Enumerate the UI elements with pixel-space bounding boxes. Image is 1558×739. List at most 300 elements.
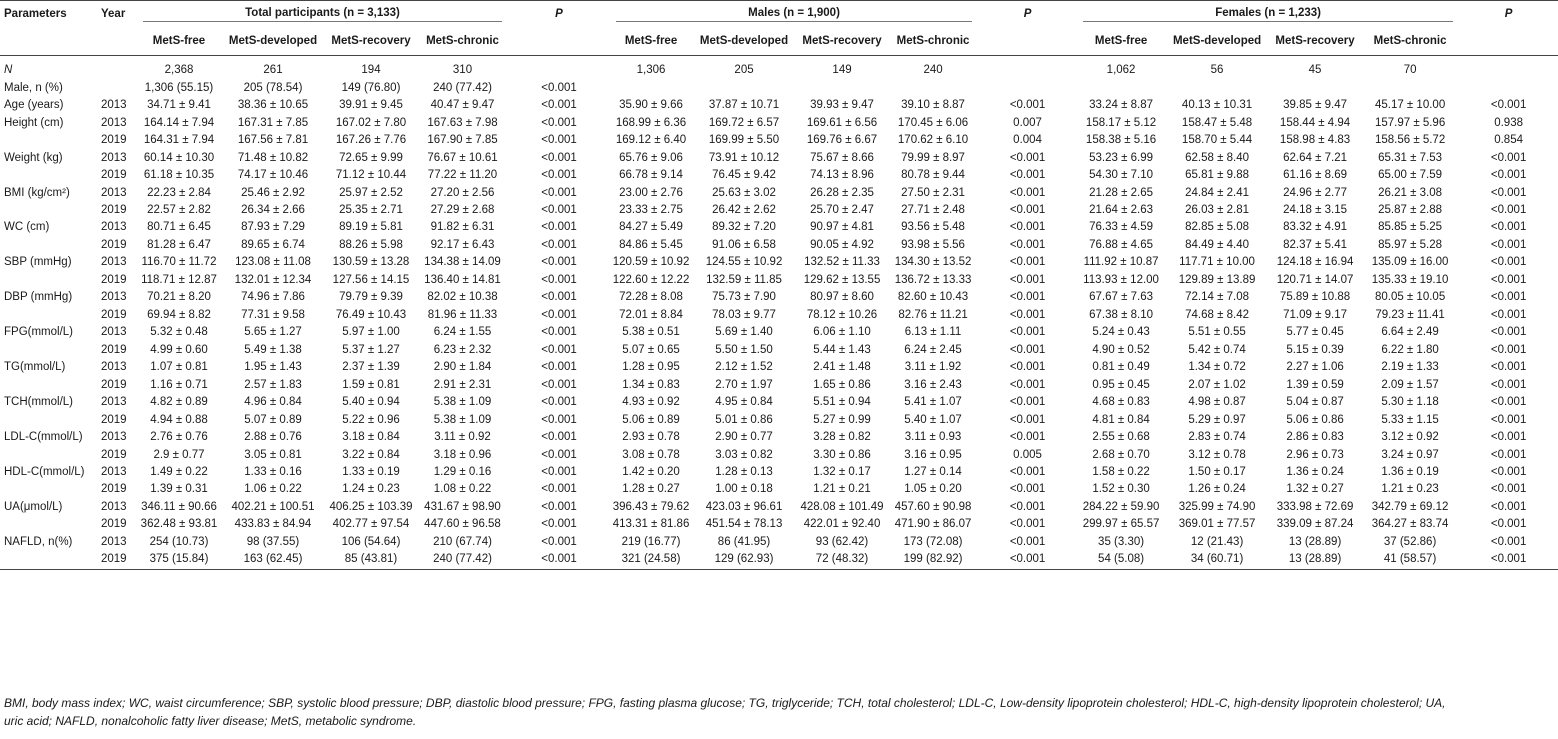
value-cell: 130.59 ± 13.28: [332, 256, 410, 269]
table-row: [0, 202, 1558, 219]
value-cell: 72.14 ± 7.08: [1185, 291, 1249, 304]
value-cell: 1.95 ± 1.43: [244, 361, 302, 374]
table-row: [0, 446, 1558, 463]
value-cell: 134.38 ± 14.09: [424, 256, 501, 269]
year-cell: 2019: [101, 378, 127, 391]
value-cell: 433.83 ± 84.94: [234, 518, 312, 531]
value-cell: 321 (24.58): [610, 551, 692, 569]
value-cell: 54.30 ± 7.10: [1089, 169, 1153, 182]
value-cell: [1361, 79, 1459, 96]
value-cell: 158.38 ± 5.16: [1085, 134, 1157, 147]
p-value-cell: <0.001: [1490, 273, 1527, 286]
value-cell: 74.13 ± 8.96: [810, 169, 874, 182]
value-cell: 91.82 ± 6.31: [430, 221, 495, 234]
value-cell: 149: [832, 64, 852, 77]
value-cell: 56: [1210, 64, 1224, 77]
value-cell: 167.63 ± 7.98: [427, 116, 498, 129]
p-header-males: P: [1023, 7, 1032, 20]
value-cell: 5.50 ± 1.50: [715, 343, 773, 356]
value-cell: 2.37 ± 1.39: [342, 361, 400, 374]
subgroup-header: MetS-developed: [228, 34, 318, 47]
value-cell: 2.93 ± 0.78: [622, 431, 680, 444]
value-cell: 254 (10.73): [149, 535, 209, 548]
value-cell: 428.08 ± 101.49: [800, 500, 884, 513]
param-cell: [0, 272, 97, 289]
param-cell: TCH(mmol/L): [4, 396, 73, 409]
param-cell: DBP (mmHg): [4, 291, 73, 304]
p-value-cell: <0.001: [1490, 361, 1527, 374]
value-cell: 75.73 ± 7.90: [712, 291, 776, 304]
p-value-cell: <0.001: [541, 203, 577, 216]
value-cell: 5.42 ± 0.74: [1188, 343, 1246, 356]
p-value-cell: <0.001: [541, 518, 577, 531]
value-cell: 1.29 ± 0.16: [433, 466, 492, 479]
p-value-cell: <0.001: [1490, 221, 1527, 234]
value-cell: 71.48 ± 10.82: [237, 151, 309, 164]
value-cell: 4.82 ± 0.89: [150, 396, 208, 409]
p-header-total: P: [555, 7, 563, 20]
value-cell: 67.38 ± 8.10: [1089, 308, 1153, 321]
p-value-cell: <0.001: [1009, 518, 1046, 531]
param-cell: [0, 376, 97, 393]
value-cell: 6.22 ± 1.80: [1381, 343, 1439, 356]
value-cell: 80.97 ± 8.60: [810, 291, 874, 304]
value-cell: 169.76 ± 6.67: [806, 134, 878, 147]
p-value-cell: <0.001: [1009, 378, 1046, 391]
value-cell: 77.31 ± 9.58: [241, 308, 305, 321]
value-cell: 25.70 ± 2.47: [810, 203, 874, 216]
table-body: [0, 56, 1558, 570]
value-cell: 136.40 ± 14.81: [424, 273, 501, 286]
value-cell: 80.05 ± 10.05: [1374, 291, 1446, 304]
p-value-cell: [508, 56, 610, 80]
value-cell: 1,306 (55.15): [144, 81, 214, 94]
value-cell: 1.32 ± 0.17: [813, 466, 871, 479]
param-cell: [0, 132, 97, 149]
value-cell: 3.08 ± 0.78: [622, 448, 680, 461]
value-cell: 2.68 ± 0.70: [1092, 448, 1150, 461]
value-cell: 93 (62.42): [815, 535, 869, 548]
value-cell: 2.83 ± 0.74: [1188, 431, 1246, 444]
value-cell: 3.03 ± 0.82: [715, 448, 773, 461]
value-cell: 167.02 ± 7.80: [335, 116, 407, 129]
value-cell: 77.22 ± 11.20: [427, 169, 498, 182]
value-cell: 431.67 ± 98.90: [424, 500, 501, 513]
p-value-cell: <0.001: [1490, 466, 1527, 479]
table-row: [0, 534, 1558, 551]
value-cell: 129.62 ± 13.55: [803, 273, 881, 286]
value-cell: 83.32 ± 4.91: [1283, 221, 1347, 234]
value-cell: 169.61 ± 6.56: [806, 116, 878, 129]
value-cell: 375 (15.84): [137, 551, 221, 569]
value-cell: 87.93 ± 7.29: [241, 221, 305, 234]
value-cell: 76.67 ± 10.61: [427, 151, 498, 164]
value-cell: 1.59 ± 0.81: [342, 378, 400, 391]
p-value-cell: <0.001: [1009, 99, 1046, 112]
value-cell: 205 (78.54): [243, 81, 303, 94]
value-cell: 5.01 ± 0.86: [715, 413, 773, 426]
year-header: Year: [101, 8, 126, 20]
value-cell: 98 (37.55): [246, 535, 300, 548]
p-value-cell: <0.001: [1009, 431, 1046, 444]
value-cell: 45: [1308, 64, 1322, 77]
value-cell: 22.23 ± 2.84: [147, 186, 211, 199]
value-cell: 70.21 ± 8.20: [147, 291, 211, 304]
value-cell: 124.55 ± 10.92: [705, 256, 783, 269]
value-cell: 1.16 ± 0.71: [150, 378, 208, 391]
table-row: [0, 97, 1558, 114]
value-cell: 118.71 ± 12.87: [141, 273, 217, 286]
value-cell: 76.88 ± 4.65: [1089, 238, 1153, 251]
p-value-cell: <0.001: [541, 308, 577, 321]
param-cell: [0, 411, 97, 428]
value-cell: 5.44 ± 1.43: [813, 343, 871, 356]
value-cell: 240: [923, 64, 943, 77]
value-cell: 72 (48.32): [796, 551, 888, 569]
value-cell: 5.77 ± 0.45: [1286, 326, 1344, 339]
value-cell: 1.33 ± 0.19: [342, 466, 400, 479]
p-value-cell: <0.001: [541, 448, 577, 461]
value-cell: 132.01 ± 12.34: [234, 273, 312, 286]
value-cell: 169.72 ± 6.57: [708, 116, 780, 129]
value-cell: 74.68 ± 8.42: [1185, 308, 1249, 321]
value-cell: 167.90 ± 7.85: [427, 134, 498, 147]
value-cell: 34.71 ± 9.41: [147, 99, 211, 112]
p-value-cell: <0.001: [1009, 466, 1046, 479]
value-cell: 35.90 ± 9.66: [619, 99, 683, 112]
value-cell: 3.11 ± 0.93: [904, 431, 962, 444]
value-cell: 53.23 ± 6.99: [1089, 151, 1153, 164]
p-value-cell: <0.001: [1490, 378, 1527, 391]
value-cell: 132.59 ± 11.85: [706, 273, 782, 286]
year-cell: 2019: [101, 483, 127, 496]
value-cell: 65.76 ± 9.06: [619, 151, 683, 164]
value-cell: 1.36 ± 0.19: [1381, 466, 1439, 479]
p-value-cell: <0.001: [1490, 203, 1527, 216]
value-cell: 84.49 ± 4.40: [1185, 238, 1249, 251]
value-cell: 261: [263, 64, 283, 77]
p-value-cell: <0.001: [1009, 238, 1046, 251]
value-cell: 310: [452, 64, 473, 77]
value-cell: 3.18 ± 0.96: [433, 448, 492, 461]
value-cell: 6.06 ± 1.10: [813, 326, 871, 339]
value-cell: 70: [1403, 64, 1417, 77]
param-cell: [0, 481, 97, 498]
value-cell: 13 (28.89): [1288, 535, 1342, 548]
p-value-cell: <0.001: [1459, 551, 1558, 569]
value-cell: 164.31 ± 7.94: [143, 134, 215, 147]
value-cell: 27.20 ± 2.56: [430, 186, 495, 199]
year-cell: [97, 56, 137, 80]
value-cell: 2.90 ± 1.84: [433, 361, 492, 374]
p-value-cell: <0.001: [1009, 291, 1046, 304]
value-cell: 3.22 ± 0.84: [342, 448, 400, 461]
value-cell: 37 (52.86): [1383, 535, 1437, 548]
table-row: [0, 464, 1558, 481]
p-value-cell: <0.001: [1490, 326, 1527, 339]
value-cell: 73.91 ± 10.12: [708, 151, 780, 164]
p-value-cell: <0.001: [1009, 203, 1046, 216]
value-cell: 71.12 ± 10.44: [335, 169, 407, 182]
value-cell: 4.68 ± 0.83: [1092, 396, 1150, 409]
value-cell: 402.77 ± 97.54: [332, 518, 410, 531]
param-cell: Height (cm): [4, 116, 64, 129]
value-cell: 342.79 ± 69.12: [1371, 500, 1449, 513]
value-cell: 79.99 ± 8.97: [901, 151, 965, 164]
value-cell: 4.99 ± 0.60: [150, 343, 208, 356]
value-cell: 1.26 ± 0.24: [1188, 483, 1246, 496]
value-cell: 1.39 ± 0.59: [1286, 378, 1344, 391]
value-cell: [888, 79, 978, 96]
value-cell: 37.87 ± 10.71: [708, 99, 780, 112]
p-value-cell: <0.001: [1490, 238, 1527, 251]
value-cell: 25.46 ± 2.92: [241, 186, 305, 199]
p-value-cell: <0.001: [1009, 221, 1046, 234]
p-value-cell: <0.001: [1009, 413, 1046, 426]
value-cell: 71.09 ± 9.17: [1283, 308, 1347, 321]
value-cell: 3.16 ± 2.43: [904, 378, 962, 391]
p-value-cell: <0.001: [1490, 308, 1527, 321]
value-cell: 111.92 ± 10.87: [1083, 256, 1159, 269]
value-cell: 26.28 ± 2.35: [810, 186, 874, 199]
value-cell: 1.27 ± 0.14: [904, 466, 962, 479]
table-row: [0, 237, 1558, 254]
table-row: [0, 184, 1558, 201]
value-cell: 5.51 ± 0.55: [1188, 326, 1246, 339]
value-cell: 2.07 ± 1.02: [1188, 378, 1246, 391]
value-cell: 89.65 ± 6.74: [241, 238, 305, 251]
value-cell: 24.96 ± 2.77: [1283, 186, 1347, 199]
p-value-cell: <0.001: [1490, 413, 1527, 426]
value-cell: 1.36 ± 0.24: [1286, 466, 1344, 479]
value-cell: 219 (16.77): [621, 535, 681, 548]
table-row: [0, 114, 1558, 131]
value-cell: 27.29 ± 2.68: [430, 203, 495, 216]
p-value-cell: <0.001: [541, 500, 577, 513]
value-cell: 123.08 ± 11.08: [235, 256, 311, 269]
value-cell: 158.47 ± 5.48: [1181, 116, 1253, 129]
value-cell: 90.97 ± 4.81: [810, 221, 874, 234]
value-cell: 333.98 ± 72.69: [1276, 500, 1354, 513]
p-value-cell: [978, 56, 1077, 80]
param-cell: Weight (kg): [4, 151, 63, 164]
value-cell: 26.03 ± 2.81: [1185, 203, 1249, 216]
year-cell: 2019: [101, 273, 127, 286]
param-cell: [0, 237, 97, 254]
p-value-cell: <0.001: [541, 378, 577, 391]
p-value-cell: 0.007: [1013, 116, 1042, 129]
value-cell: 5.37 ± 1.27: [342, 343, 400, 356]
p-value-cell: <0.001: [541, 186, 577, 199]
value-cell: 2.76 ± 0.76: [150, 431, 208, 444]
value-cell: 86 (41.95): [717, 535, 771, 548]
value-cell: 406.25 ± 103.39: [329, 500, 413, 513]
value-cell: 422.01 ± 92.40: [803, 518, 881, 531]
table-row: [0, 272, 1558, 289]
value-cell: 1.58 ± 0.22: [1092, 466, 1150, 479]
p-value-cell: <0.001: [1490, 448, 1527, 461]
param-cell: [0, 202, 97, 219]
value-cell: 0.81 ± 0.49: [1092, 361, 1150, 374]
subgroup-header: MetS-chronic: [426, 34, 499, 47]
value-cell: 75.89 ± 10.88: [1279, 291, 1351, 304]
value-cell: [796, 79, 888, 96]
value-cell: 72.65 ± 9.99: [339, 151, 403, 164]
value-cell: 1.07 ± 0.81: [150, 361, 208, 374]
param-cell: LDL-C(mmol/L): [4, 431, 83, 444]
p-value-cell: <0.001: [1009, 396, 1046, 409]
p-value-cell: <0.001: [1009, 151, 1046, 164]
value-cell: 3.11 ± 1.92: [904, 361, 962, 374]
p-value-cell: <0.001: [541, 466, 577, 479]
value-cell: 3.30 ± 0.86: [813, 448, 871, 461]
p-value-cell: <0.001: [1009, 343, 1046, 356]
value-cell: [1269, 79, 1361, 96]
value-cell: 3.11 ± 0.92: [434, 431, 491, 444]
p-value-cell: <0.001: [1009, 256, 1046, 269]
year-cell: 2013: [101, 221, 127, 234]
value-cell: 158.44 ± 4.94: [1279, 116, 1351, 129]
value-cell: 2.41 ± 1.48: [813, 361, 871, 374]
value-cell: 27.50 ± 2.31: [901, 186, 965, 199]
value-cell: 5.27 ± 0.99: [813, 413, 871, 426]
value-cell: 120.71 ± 14.07: [1276, 273, 1354, 286]
value-cell: 2.90 ± 0.77: [715, 431, 773, 444]
p-value-cell: <0.001: [541, 483, 577, 496]
value-cell: 2,368: [164, 64, 194, 77]
value-cell: 60.14 ± 10.30: [143, 151, 215, 164]
value-cell: 2.91 ± 2.31: [433, 378, 492, 391]
table-row: [0, 376, 1558, 393]
p-header-females: P: [1504, 7, 1513, 20]
value-cell: 369.01 ± 77.57: [1178, 518, 1256, 531]
value-cell: 5.24 ± 0.43: [1092, 326, 1150, 339]
year-cell: 2019: [97, 551, 137, 569]
value-cell: 1.32 ± 0.27: [1286, 483, 1344, 496]
year-cell: 2013: [101, 466, 127, 479]
value-cell: 117.71 ± 10.00: [1179, 256, 1255, 269]
value-cell: 5.65 ± 1.27: [244, 326, 302, 339]
value-cell: 39.91 ± 9.45: [339, 99, 403, 112]
value-cell: 3.18 ± 0.84: [342, 431, 400, 444]
value-cell: 413.31 ± 81.86: [612, 518, 690, 531]
p-value-cell: [978, 79, 1077, 96]
value-cell: 1.21 ± 0.21: [813, 483, 871, 496]
value-cell: 74.17 ± 10.46: [237, 169, 309, 182]
year-cell: 2013: [101, 396, 127, 409]
value-cell: 4.98 ± 0.87: [1188, 396, 1246, 409]
value-cell: 67.67 ± 7.63: [1089, 291, 1153, 304]
value-cell: [1077, 79, 1165, 96]
value-cell: 163 (62.45): [221, 551, 325, 569]
value-cell: 346.11 ± 90.66: [141, 500, 217, 513]
value-cell: 2.12 ± 1.52: [715, 361, 773, 374]
value-cell: 82.85 ± 5.08: [1185, 221, 1249, 234]
value-cell: 1.65 ± 0.86: [813, 378, 871, 391]
table-row: [0, 359, 1558, 376]
value-cell: 240 (77.42): [433, 81, 492, 94]
value-cell: 24.84 ± 2.41: [1185, 186, 1249, 199]
value-cell: 84.27 ± 5.49: [619, 221, 683, 234]
value-cell: 25.97 ± 2.52: [339, 186, 403, 199]
p-value-cell: <0.001: [1009, 483, 1046, 496]
group-header-females: Females (n = 1,233): [1077, 1, 1459, 28]
value-cell: 339.09 ± 87.24: [1276, 518, 1354, 531]
year-cell: 2013: [101, 431, 127, 444]
value-cell: 5.06 ± 0.86: [1286, 413, 1344, 426]
subgroup-header: MetS-recovery: [1275, 34, 1355, 47]
value-cell: 1.50 ± 0.17: [1188, 466, 1246, 479]
value-cell: 66.78 ± 9.14: [619, 169, 683, 182]
value-cell: 5.07 ± 0.65: [622, 343, 680, 356]
value-cell: 2.57 ± 1.83: [244, 378, 302, 391]
param-cell: TG(mmol/L): [4, 361, 66, 374]
p-value-cell: <0.001: [541, 413, 577, 426]
value-cell: 2.70 ± 1.97: [715, 378, 773, 391]
table-row: [0, 324, 1558, 341]
value-cell: 26.42 ± 2.62: [712, 203, 776, 216]
value-cell: 5.49 ± 1.38: [244, 343, 302, 356]
value-cell: 5.38 ± 1.09: [433, 413, 492, 426]
subgroup-header: MetS-recovery: [802, 34, 882, 47]
value-cell: 116.70 ± 11.72: [141, 256, 217, 269]
value-cell: 39.10 ± 8.87: [901, 99, 965, 112]
value-cell: 113.93 ± 12.00: [1083, 273, 1159, 286]
value-cell: 169.12 ± 6.40: [615, 134, 687, 147]
p-value-cell: <0.001: [1490, 535, 1527, 548]
table-header: [0, 1, 1558, 56]
value-cell: 26.21 ± 3.08: [1378, 186, 1443, 199]
value-cell: 80.78 ± 9.44: [901, 169, 965, 182]
subgroup-header: MetS-developed: [1172, 34, 1262, 47]
value-cell: 62.64 ± 7.21: [1283, 151, 1347, 164]
table-row: [0, 254, 1558, 271]
value-cell: 82.60 ± 10.43: [897, 291, 969, 304]
value-cell: 85.85 ± 5.25: [1378, 221, 1443, 234]
value-cell: 1.42 ± 0.20: [622, 466, 680, 479]
value-cell: 21.64 ± 2.63: [1089, 203, 1153, 216]
value-cell: 134.30 ± 13.52: [894, 256, 972, 269]
value-cell: 120.59 ± 10.92: [612, 256, 690, 269]
value-cell: 1.21 ± 0.23: [1381, 483, 1439, 496]
param-cell: WC (cm): [4, 221, 50, 234]
value-cell: 1.34 ± 0.72: [1188, 361, 1246, 374]
p-value-cell: <0.001: [1490, 343, 1527, 356]
value-cell: 35 (3.30): [1098, 535, 1145, 548]
value-cell: 93.56 ± 5.48: [901, 221, 965, 234]
value-cell: 199 (82.92): [888, 551, 978, 569]
subgroup-header: MetS-free: [1094, 34, 1148, 47]
p-value-cell: <0.001: [1009, 308, 1046, 321]
table-row: [0, 289, 1558, 306]
value-cell: 82.37 ± 5.41: [1283, 238, 1347, 251]
value-cell: 135.33 ± 19.10: [1371, 273, 1449, 286]
value-cell: 168.99 ± 6.36: [615, 116, 687, 129]
value-cell: 91.06 ± 6.58: [712, 238, 776, 251]
value-cell: 2.09 ± 1.57: [1381, 378, 1439, 391]
value-cell: 396.43 ± 79.62: [612, 500, 690, 513]
value-cell: 3.12 ± 0.78: [1188, 448, 1246, 461]
value-cell: 457.60 ± 90.98: [894, 500, 972, 513]
table-footnote: BMI, body mass index; WC, waist circumference; SBP, systolic blood pressure; DBP, diastolic blood pressure; FPG, fasting plasma glucose; TG, triglyceride; TCH, total cholesterol; LDL-C, Low-density lipoprotein cholesterol; HDL-C, high-density lipoprotein cholesterol; UA, uric acid; NAFLD, nonalcoholic fatty liver disease; MetS, metabolic syndrome.: [4, 696, 1446, 728]
p-value-cell: <0.001: [541, 99, 577, 112]
value-cell: 402.21 ± 100.51: [231, 500, 315, 513]
table-row: [0, 56, 1558, 80]
year-cell: 2013: [101, 291, 127, 304]
group-header-males: Males (n = 1,900): [610, 1, 978, 28]
value-cell: 2.86 ± 0.83: [1286, 431, 1344, 444]
value-cell: 4.96 ± 0.84: [244, 396, 302, 409]
